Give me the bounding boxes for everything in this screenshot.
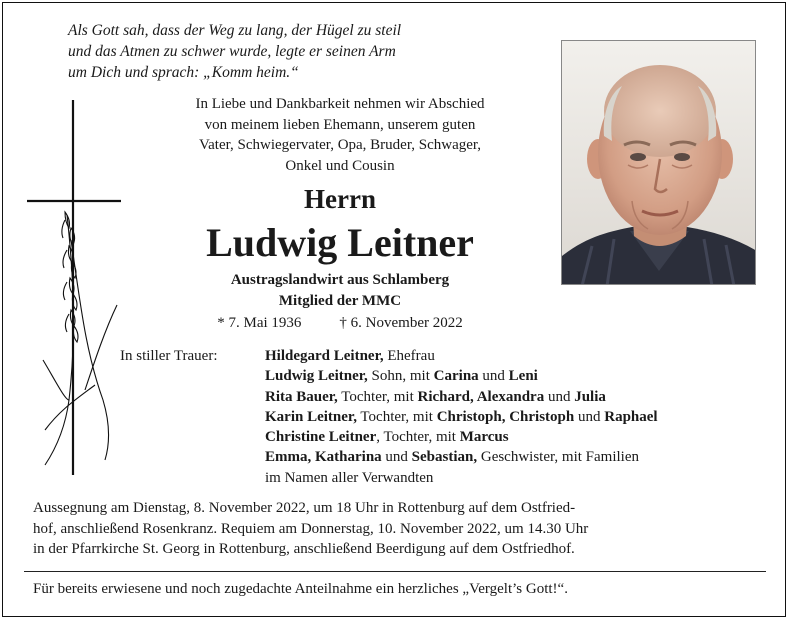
mourner-relation: Tochter, mit: [356, 408, 437, 425]
poem: [68, 20, 401, 83]
poem-line: Als Gott sah, dass der Weg zu lang, der Hügel zu steil: [68, 22, 402, 39]
service-line: in der Pfarrkirche St. Georg in Rottenburg, anschließend Beerdigung auf dem Ostfriedhof.: [33, 541, 575, 557]
mourner-relation: Tochter, mit: [337, 388, 418, 405]
mourners-list: [265, 346, 658, 488]
mourner-name: Sebastian,: [411, 449, 478, 466]
mourner-line: [265, 366, 658, 386]
mourner-line: [265, 346, 658, 366]
mourner-line: [265, 407, 658, 427]
mourner-relation: Sohn, mit: [367, 368, 434, 385]
life-dates: [120, 313, 560, 333]
service-line: Aussegnung am Dienstag, 8. November 2022, um 18 Uhr in Rottenburg auf dem Ostfried-: [33, 500, 576, 516]
mourning-label: In stiller Trauer:: [120, 348, 218, 364]
mourner-line: [265, 427, 658, 447]
poem-line: und das Atmen zu schwer wurde, legte er seinen Arm: [68, 43, 396, 60]
mourner-name: Karin Leitner,: [265, 408, 357, 425]
mourner-relation: im Namen aller Verwandten: [265, 469, 434, 486]
mourner-line: [265, 468, 658, 488]
intro-line: Vater, Schwiegervater, Opa, Bruder, Schwager,: [198, 137, 482, 153]
mourner-name: Carina: [433, 368, 479, 385]
death-date: † 6. November 2022: [339, 315, 463, 331]
thanks-note: Für bereits erwiesene und noch zugedachte Anteilnahme ein herzliches „Vergelt’s Gott!“.: [33, 581, 568, 597]
mourner-relation: , Tochter, mit: [376, 429, 460, 446]
birth-date: * 7. Mai 1936: [217, 315, 302, 331]
service-line: hof, anschließend Rosenkranz. Requiem am Donnerstag, 10. November 2022, um 14.30 Uhr: [33, 520, 589, 537]
mourner-name: Christine Leitner: [265, 429, 377, 446]
cross-with-wheat-icon: [25, 100, 125, 475]
poem-line: um Dich und sprach: „Komm heim.“: [68, 64, 299, 81]
mourner-relation: Geschwister, mit Familien: [477, 449, 639, 466]
portrait-photo-image: [562, 41, 756, 285]
mourner-relation: und: [478, 368, 509, 385]
mourner-name: Emma, Katharina: [265, 449, 382, 466]
mourner-name: Julia: [574, 388, 606, 405]
divider: [24, 571, 766, 572]
intro-line: Onkel und Cousin: [285, 157, 395, 174]
salutation: Herrn: [304, 184, 376, 214]
mourner-name: Raphael: [604, 408, 658, 425]
occupation: [120, 270, 560, 312]
intro-line: In Liebe und Dankbarkeit nehmen wir Abschied: [195, 96, 485, 112]
mourner-relation: und: [544, 388, 575, 405]
intro-text: [120, 94, 560, 176]
mourner-name: Hildegard Leitner,: [265, 348, 384, 364]
mourner-name: Christoph, Christoph: [436, 408, 575, 425]
occupation-line: Austragslandwirt aus Schlamberg: [230, 272, 450, 288]
mourner-name: Marcus: [459, 429, 509, 446]
mourner-name: Richard, Alexandra: [417, 388, 545, 405]
mourner-name: Leni: [508, 368, 538, 385]
mourner-relation: und: [381, 449, 412, 466]
service-info: [33, 498, 757, 560]
mourner-line: [265, 447, 658, 467]
mourner-name: Ludwig Leitner,: [265, 368, 368, 385]
occupation-line: Mitglied der MMC: [278, 293, 402, 309]
deceased-name: Ludwig Leitner: [206, 220, 474, 265]
mourner-name: Rita Bauer,: [265, 388, 338, 405]
portrait-photo: [561, 40, 756, 285]
mourner-relation: und: [574, 408, 605, 425]
mourner-relation: Ehefrau: [383, 348, 435, 364]
intro-line: von meinem lieben Ehemann, unserem guten: [204, 116, 476, 133]
mourner-line: [265, 387, 658, 407]
